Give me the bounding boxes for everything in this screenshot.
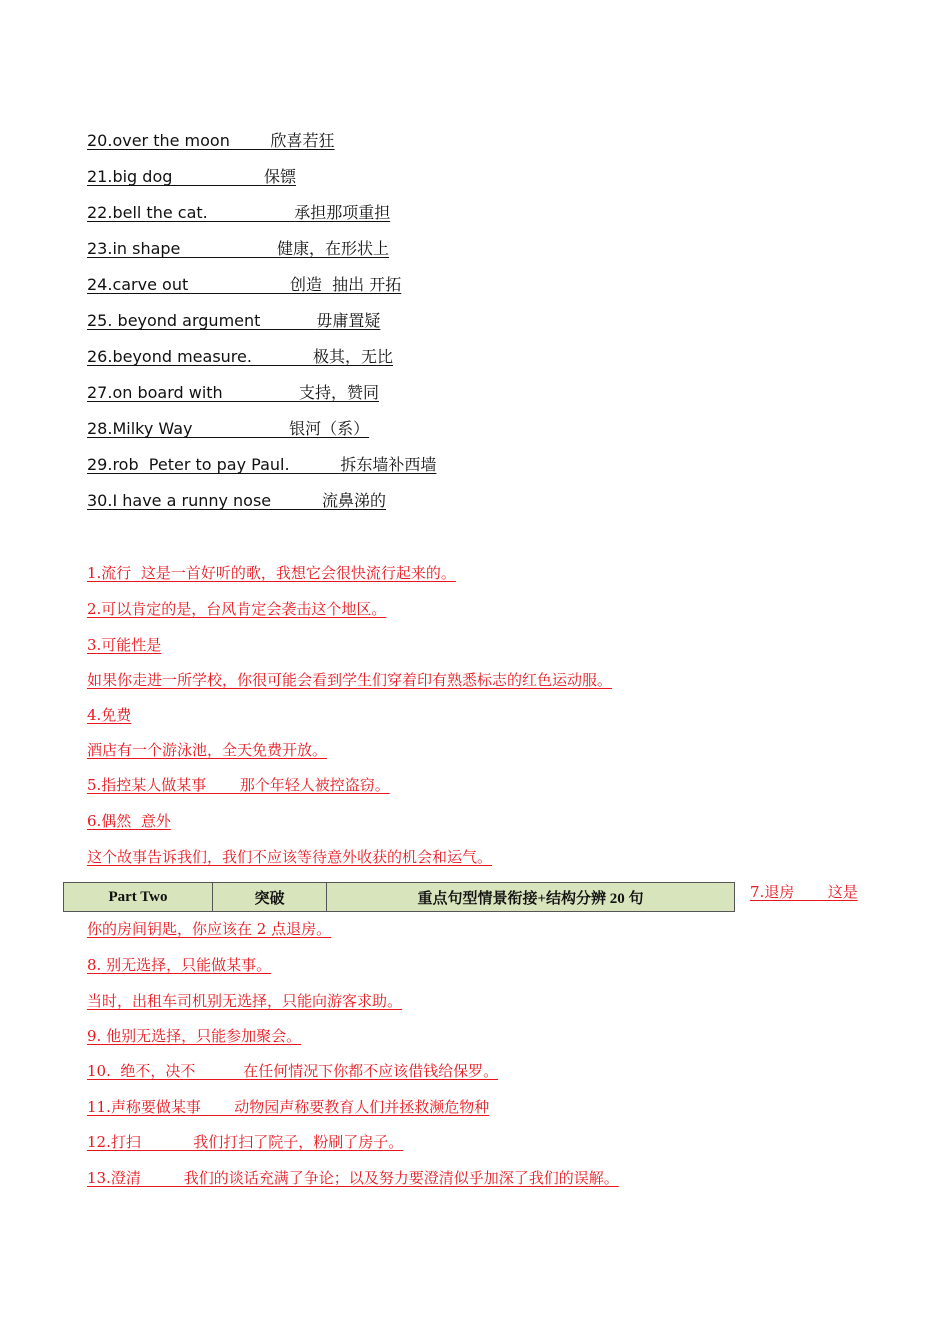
sentence-line: 10. 绝不，决不 在任何情况下你都不应该借钱给保罗。 [87,1062,499,1080]
vocab-item: 22.bell the cat. 承担那项重担 [87,203,391,222]
sentence-line: 你的房间钥匙，你应该在 2 点退房。 [87,920,332,938]
vocab-item: 21.big dog 保镖 [87,167,296,186]
vocab-item: 27.on board with 支持，赞同 [87,383,379,402]
vocab-item: 29.rob Peter to pay Paul. 拆东墙补西墙 [87,455,437,474]
vocab-item: 26.beyond measure. 极其，无比 [87,347,393,366]
vocab-item: 30.I have a runny nose 流鼻涕的 [87,491,387,510]
sentence-line: 6.偶然 意外 [87,812,171,830]
sentence-line: 4.免费 [87,706,132,724]
sentence-line: 1.流行 这是一首好听的歌，我想它会很快流行起来的。 [87,564,456,582]
sentence-line: 这个故事告诉我们，我们不应该等待意外收获的机会和运气。 [87,848,493,866]
sentence-line: 当时，出租车司机别无选择，只能向游客求助。 [87,992,403,1010]
sentence-line: 2.可以肯定的是，台风肯定会袭击这个地区。 [87,600,387,618]
topic-cell: 重点句型情景衔接+结构分辨 20 句 [417,890,644,907]
sentence-line: 酒店有一个游泳池，全天免费开放。 [87,741,328,759]
part-cell: Part Two [64,883,213,911]
breakthrough-cell: 突破 [213,883,327,911]
sentence-line: 12.打扫 我们打扫了院子，粉刷了房子。 [87,1133,404,1151]
vocab-item: 20.over the moon 欣喜若狂 [87,131,335,150]
sentence-line: 9. 他别无选择，只能参加聚会。 [87,1027,302,1045]
vocab-item: 23.in shape 健康，在形状上 [87,239,390,258]
side-note: 7.退房 这是 [750,883,858,901]
sentence-line: 13.澄清 我们的谈话充满了争论；以及努力要澄清似乎加深了我们的误解。 [87,1169,619,1187]
sentence-line: 11.声称要做某事 动物园声称要教育人们并拯救濒危物种 [87,1098,490,1116]
vocab-item: 24.carve out 创造 抽出 开拓 [87,275,402,294]
sentence-line: 5.指控某人做某事 那个年轻人被控盗窃。 [87,776,390,794]
sentence-line: 如果你走进一所学校，你很可能会看到学生们穿着印有熟悉标志的红色运动服。 [87,671,613,689]
sentence-line: 8. 别无选择，只能做某事。 [87,956,272,974]
section-header-table [63,882,735,912]
vocab-item: 28.Milky Way 银河（系） [87,419,370,438]
sentence-line: 3.可能性是 [87,636,162,654]
vocab-item: 25. beyond argument 毋庸置疑 [87,311,381,330]
